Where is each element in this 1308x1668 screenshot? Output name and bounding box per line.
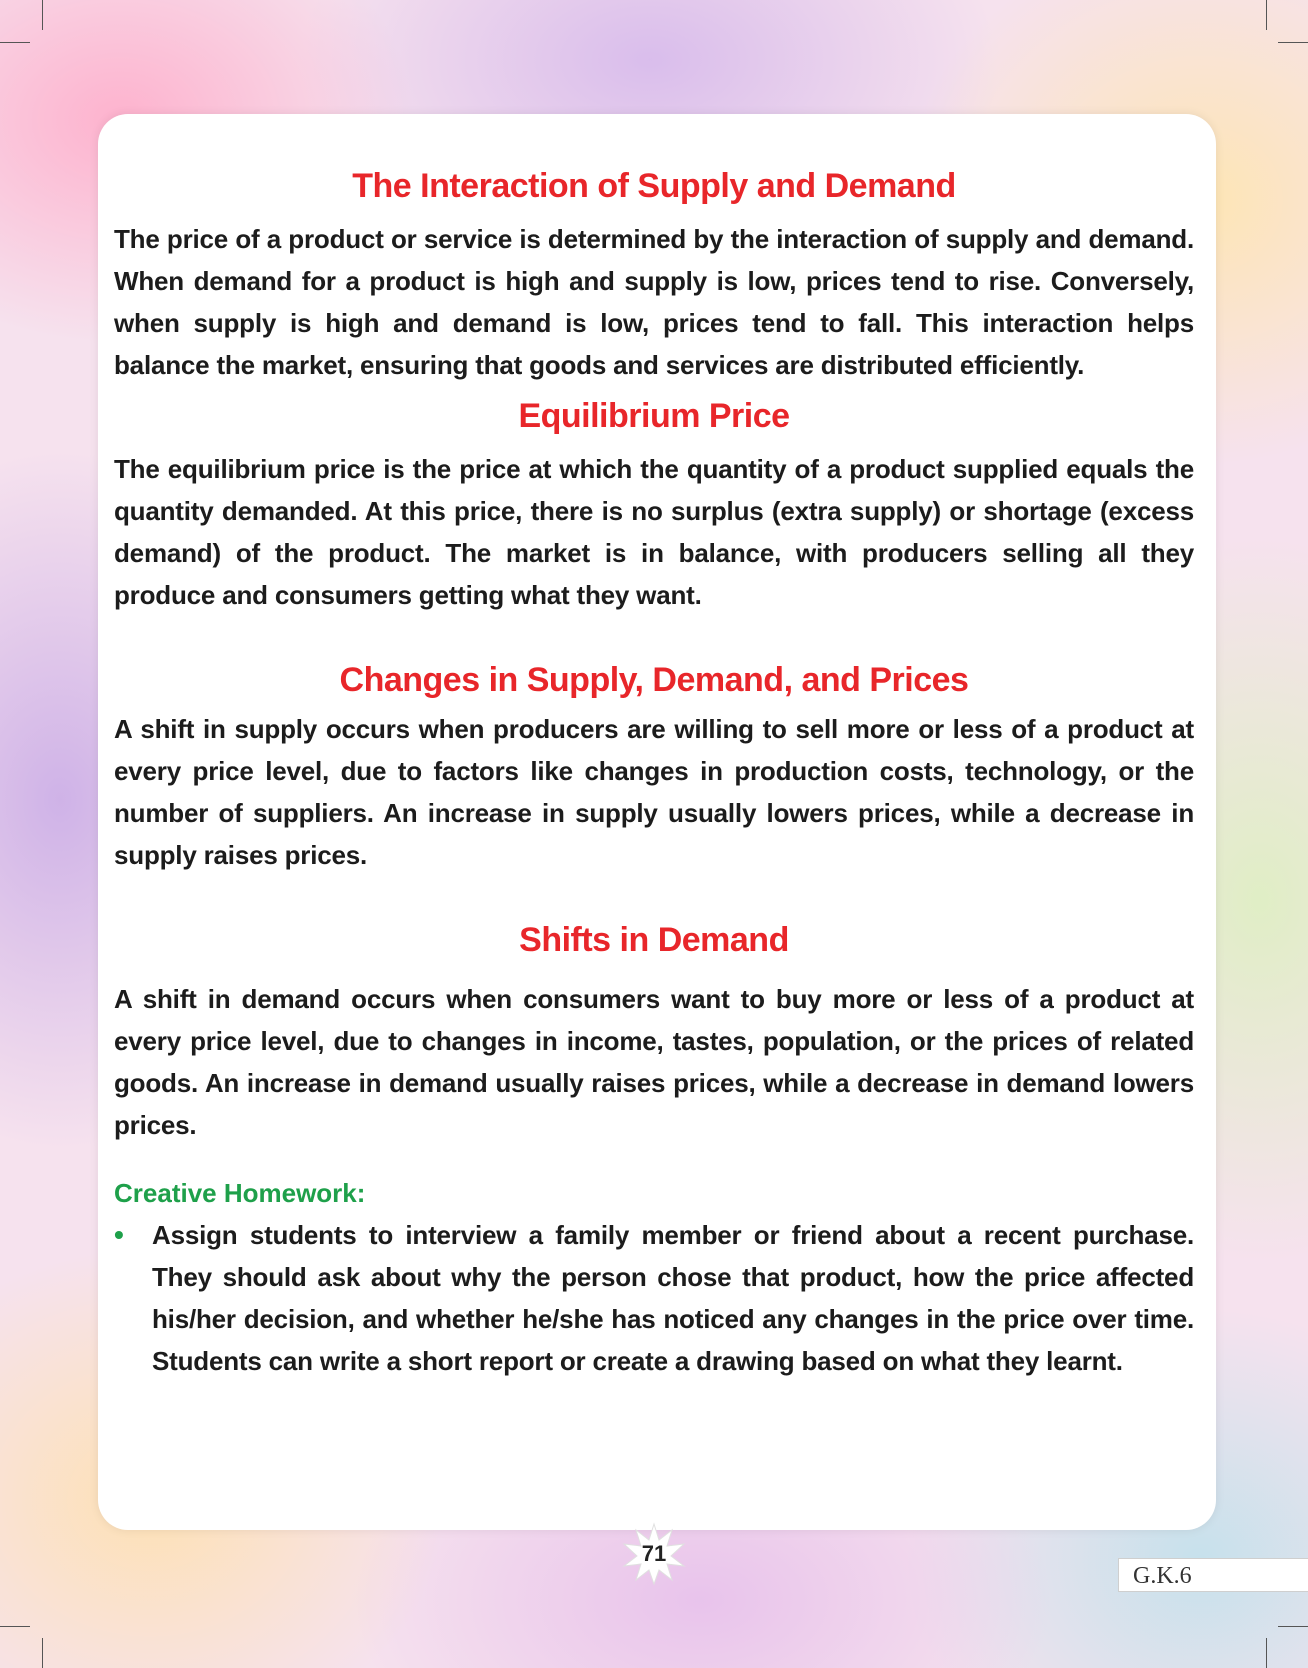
homework-item (114, 1214, 1194, 1382)
crop-mark (42, 0, 43, 30)
creative-homework (114, 1172, 1194, 1382)
crop-mark (1278, 1626, 1308, 1627)
crop-mark (42, 1638, 43, 1668)
crop-mark (1278, 42, 1308, 43)
section-body: The price of a product or service is determined by the interaction of supply and demand. When demand for a product is high and supply is low, prices tend to rise. Conversely, when supply is high and demand is low, prices tend to fall. This interaction helps balance the market, ensuring that goods and services are distributed efficiently. (114, 224, 1194, 380)
page-number-badge (622, 1522, 686, 1586)
crop-mark (1266, 1638, 1267, 1668)
homework-title: Creative Homework: (114, 1178, 366, 1208)
section-heading: The Interaction of Supply and Demand (352, 167, 956, 205)
section-changes-supply-demand-prices (114, 658, 1194, 876)
page-number: 71 (641, 1541, 667, 1566)
content-column (114, 164, 1194, 1382)
book-code: G.K.6 (1118, 1558, 1308, 1592)
section-heading: Changes in Supply, Demand, and Prices (339, 661, 969, 699)
crop-mark (0, 1626, 30, 1627)
section-supply-demand-interaction (114, 164, 1194, 386)
section-shifts-in-demand (114, 918, 1194, 1146)
bullet-icon: • (114, 1219, 124, 1250)
section-heading: Equilibrium Price (518, 397, 790, 435)
section-equilibrium-price (114, 394, 1194, 616)
section-body: A shift in supply occurs when producers are willing to sell more or less of a product at every price level, due to factors like changes in production costs, technology, or the number of suppliers. An increase in supply usually lowers prices, while a decrease in supply raises prices. (114, 714, 1194, 870)
section-body: The equilibrium price is the price at which the quantity of a product supplied equals the quantity demanded. At this price, there is no surplus (extra supply) or shortage (excess demand) of the product. The market is in balance, with producers selling all they produce and consumers getting what they want. (114, 454, 1194, 610)
crop-mark (0, 42, 30, 43)
section-heading: Shifts in Demand (519, 921, 789, 959)
section-body: A shift in demand occurs when consumers want to buy more or less of a product at every price level, due to changes in income, tastes, population, or the prices of related goods. An increase in demand usually raises prices, while a decrease in demand lowers prices. (114, 984, 1194, 1140)
content-card (98, 114, 1216, 1530)
crop-mark (1266, 0, 1267, 30)
homework-item-text: Assign students to interview a family member or friend about a recent purchase. They should ask about why the person chose that product, how the price affected his/her decision, and whether he/she has noticed any changes in the price over time. Students can write a short report or create a drawing based on what they learnt. (152, 1220, 1194, 1376)
